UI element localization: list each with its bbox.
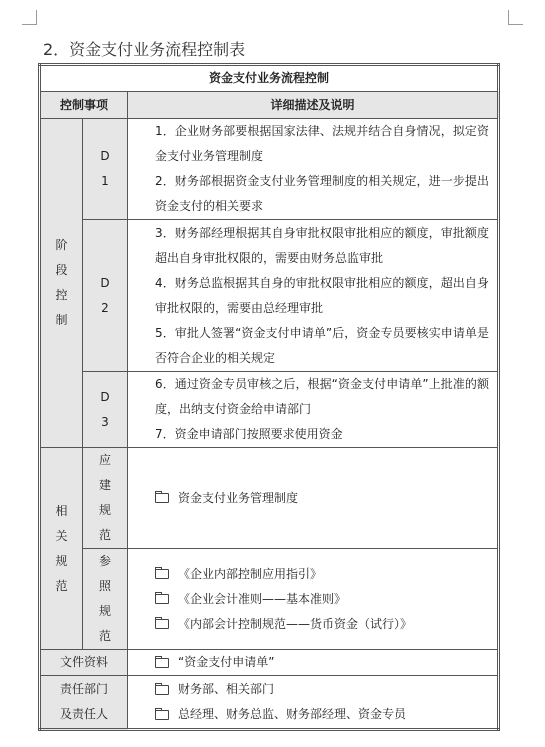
stage-code-number: 3 <box>101 414 109 429</box>
folder-icon <box>155 594 169 604</box>
process-control-table <box>38 63 500 731</box>
norm-type-should-build <box>83 448 128 549</box>
header-control-item: 控制事项 <box>40 92 128 119</box>
description-line: 2．财务部根据资金支付业务管理制度的相关规定，进一步提出资金支付的相关要求 <box>155 174 489 213</box>
description-line: 1．企业财务部要根据国家法律、法规并结合自身情况，拟定资金支付业务管理制度 <box>155 124 489 163</box>
list-item <box>155 587 489 612</box>
norms-label-char: 规 <box>55 553 68 568</box>
crop-mark-top-right <box>508 10 523 25</box>
list-item <box>155 612 489 637</box>
stage-code-number: 2 <box>101 300 109 315</box>
norms-label-char: 相 <box>55 503 68 518</box>
folder-icon <box>155 658 169 668</box>
folder-icon <box>155 619 169 629</box>
stage-code-letter: D <box>100 275 110 290</box>
stage-code-d1 <box>83 119 128 220</box>
list-item <box>155 562 489 587</box>
norm-type-char: 规 <box>98 604 111 618</box>
folder-icon <box>155 685 169 695</box>
stage-label-char: 制 <box>55 313 68 327</box>
list-item-text: 《内部会计控制规范——货币资金（试行）》 <box>178 616 413 631</box>
table-title: 资金支付业务流程控制 <box>40 65 499 92</box>
list-item <box>155 486 489 511</box>
norm-type-char: 建 <box>98 478 111 492</box>
list-item-text: 财务部、相关部门 <box>178 682 275 696</box>
norm-type-char: 应 <box>98 453 111 467</box>
norms-should-build-list <box>128 448 499 549</box>
responsibility-label-line: 责任部门 <box>59 682 108 696</box>
header-detail: 详细描述及说明 <box>128 92 499 119</box>
stage-code-d2 <box>83 220 128 372</box>
norm-type-char: 范 <box>98 629 111 643</box>
stage-control-label <box>40 119 83 448</box>
documents-list <box>128 650 499 676</box>
list-item-text: 资金支付业务管理制度 <box>178 490 299 505</box>
list-item-text: 总经理、财务总监、财务部经理、资金专员 <box>178 707 407 721</box>
stage-code-letter: D <box>100 389 110 404</box>
stage-code-d3 <box>83 372 128 448</box>
responsibility-list <box>128 676 499 730</box>
related-norms-label <box>40 448 83 650</box>
norms-label-char: 范 <box>55 578 68 593</box>
stage-label-char: 控 <box>55 288 68 302</box>
responsibility-label <box>40 676 128 730</box>
norms-label-char: 关 <box>55 528 68 543</box>
list-item <box>155 650 489 675</box>
list-item <box>155 702 489 727</box>
stage-d3-description <box>128 372 499 448</box>
norm-type-char: 规 <box>98 503 111 517</box>
stage-label-char: 阶 <box>55 238 68 252</box>
list-item-text: 《企业会计准则——基本准则》 <box>178 591 347 606</box>
section-heading: 2．资金支付业务流程控制表 <box>43 40 246 59</box>
stage-d1-description <box>128 119 499 220</box>
folder-icon <box>155 710 169 720</box>
stage-code-number: 1 <box>101 174 109 188</box>
description-line: 5．审批人签署“资金支付申请单”后，资金专员要核实申请单是否符合企业的相关规定 <box>155 325 489 365</box>
description-line: 4．财务总监根据其自身的审批权限审批相应的额度，超出自身审批权限的，需要由总经理审批 <box>155 275 489 315</box>
norms-reference-list <box>128 549 499 650</box>
stage-label-char: 段 <box>55 263 68 277</box>
list-item <box>155 677 489 702</box>
stage-code-letter: D <box>100 149 110 163</box>
description-line: 3．财务部经理根据其自身审批权限审批相应的额度，审批额度超出自身审批权限的，需要由财务总监审批 <box>155 225 489 265</box>
folder-icon <box>155 493 169 503</box>
description-line: 6．通过资金专员审核之后，根据“资金支付申请单”上批准的额度，出纳支付资金给申请部门 <box>155 377 489 416</box>
stage-d2-description <box>128 220 499 372</box>
folder-icon <box>155 569 169 579</box>
norm-type-char: 范 <box>98 528 111 542</box>
norm-type-char: 照 <box>98 579 111 593</box>
description-line: 7．资金申请部门按照要求使用资金 <box>155 427 343 441</box>
responsibility-label-line: 及责任人 <box>59 707 108 721</box>
crop-mark-top-left <box>22 10 37 25</box>
documents-label: 文件资料 <box>40 650 128 676</box>
list-item-text: “资金支付申请单” <box>178 655 275 669</box>
norm-type-reference <box>83 549 128 650</box>
norm-type-char: 参 <box>98 554 111 568</box>
list-item-text: 《企业内部控制应用指引》 <box>178 566 323 581</box>
